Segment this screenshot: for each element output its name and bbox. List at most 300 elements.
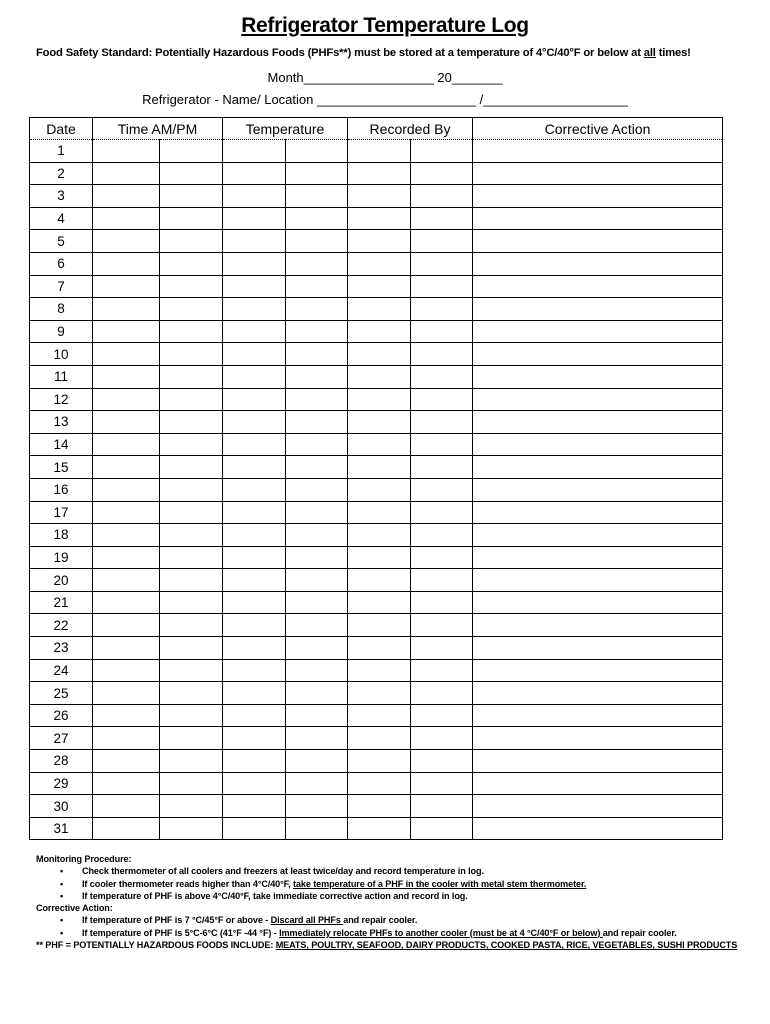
recorded-by-pm-cell[interactable]: [411, 704, 473, 727]
time-pm-cell[interactable]: [160, 727, 223, 750]
temperature-am-cell[interactable]: [223, 727, 286, 750]
day-number: 10: [30, 343, 93, 366]
corrective-action-cell[interactable]: [473, 207, 723, 230]
corrective-item: [82, 927, 746, 939]
recorded-by-pm-cell[interactable]: [411, 230, 473, 253]
recorded-by-am-cell[interactable]: [348, 433, 411, 456]
recorded-by-pm-cell[interactable]: [411, 478, 473, 501]
time-pm-cell[interactable]: [160, 343, 223, 366]
corrective-heading: Corrective Action:: [36, 903, 113, 914]
time-pm-cell[interactable]: [160, 411, 223, 434]
temperature-pm-cell[interactable]: [286, 456, 348, 479]
temperature-am-cell[interactable]: [223, 365, 286, 388]
time-pm-cell[interactable]: [160, 162, 223, 185]
recorded-by-am-cell[interactable]: [348, 659, 411, 682]
temperature-am-cell[interactable]: [223, 275, 286, 298]
recorded-by-am-cell[interactable]: [348, 614, 411, 637]
corrective-action-cell[interactable]: [473, 140, 723, 163]
recorded-by-pm-cell[interactable]: [411, 614, 473, 637]
corrective-action-cell[interactable]: [473, 750, 723, 773]
recorded-by-pm-cell[interactable]: [411, 433, 473, 456]
column-header-temperature: Temperature: [223, 118, 348, 140]
temperature-pm-cell[interactable]: [286, 704, 348, 727]
day-number: 6: [30, 252, 93, 275]
monitoring-list: [36, 865, 746, 902]
standard-text-before: Food Safety Standard: Potentially Hazardous Foods (PHFs**) must be stored at a temperature of 4°C/40°F or below at: [36, 47, 644, 59]
table-row: [30, 298, 723, 321]
table-row: [30, 140, 723, 163]
recorded-by-am-cell[interactable]: [348, 795, 411, 818]
time-pm-cell[interactable]: [160, 546, 223, 569]
recorded-by-am-cell[interactable]: [348, 298, 411, 321]
recorded-by-pm-cell[interactable]: [411, 727, 473, 750]
corrective-action-cell[interactable]: [473, 682, 723, 705]
time-pm-cell[interactable]: [160, 140, 223, 163]
recorded-by-pm-cell[interactable]: [411, 207, 473, 230]
temperature-pm-cell[interactable]: [286, 433, 348, 456]
recorded-by-am-cell[interactable]: [348, 772, 411, 795]
temperature-pm-cell[interactable]: [286, 727, 348, 750]
phf-note-foods: MEATS, POULTRY, SEAFOOD, DAIRY PRODUCTS, COOKED PASTA, RICE, VEGETABLES, SUSHI PRODUCTS: [275, 940, 738, 951]
time-am-cell[interactable]: [93, 569, 160, 592]
page-title: Refrigerator Temperature Log: [241, 14, 529, 37]
corrective-action-cell[interactable]: [473, 524, 723, 547]
temperature-am-cell[interactable]: [223, 230, 286, 253]
day-number: 31: [30, 817, 93, 840]
temperature-am-cell[interactable]: [223, 207, 286, 230]
corrective-action-cell[interactable]: [473, 614, 723, 637]
temperature-am-cell[interactable]: [223, 795, 286, 818]
time-pm-cell[interactable]: [160, 456, 223, 479]
corrective-action-cell[interactable]: [473, 659, 723, 682]
recorded-by-pm-cell[interactable]: [411, 637, 473, 660]
recorded-by-am-cell[interactable]: [348, 704, 411, 727]
temperature-log-table: [29, 117, 723, 840]
day-number: 2: [30, 162, 93, 185]
day-number: 19: [30, 546, 93, 569]
recorded-by-pm-cell[interactable]: [411, 162, 473, 185]
recorded-by-pm-cell[interactable]: [411, 185, 473, 208]
temperature-pm-cell[interactable]: [286, 795, 348, 818]
time-am-cell[interactable]: [93, 230, 160, 253]
table-row: [30, 524, 723, 547]
temperature-am-cell[interactable]: [223, 298, 286, 321]
day-number: 7: [30, 275, 93, 298]
time-am-cell[interactable]: [93, 524, 160, 547]
table-row: [30, 637, 723, 660]
temperature-am-cell[interactable]: [223, 750, 286, 773]
time-pm-cell[interactable]: [160, 795, 223, 818]
recorded-by-am-cell[interactable]: [348, 524, 411, 547]
recorded-by-pm-cell[interactable]: [411, 252, 473, 275]
temperature-pm-cell[interactable]: [286, 546, 348, 569]
temperature-am-cell[interactable]: [223, 456, 286, 479]
table-row: [30, 750, 723, 773]
day-number: 1: [30, 140, 93, 163]
temperature-am-cell[interactable]: [223, 162, 286, 185]
corrective-action-cell[interactable]: [473, 343, 723, 366]
time-am-cell[interactable]: [93, 140, 160, 163]
time-am-cell[interactable]: [93, 456, 160, 479]
recorded-by-am-cell[interactable]: [348, 252, 411, 275]
temperature-pm-cell[interactable]: [286, 230, 348, 253]
time-am-cell[interactable]: [93, 388, 160, 411]
recorded-by-am-cell[interactable]: [348, 320, 411, 343]
recorded-by-pm-cell[interactable]: [411, 682, 473, 705]
corrective-action-cell[interactable]: [473, 817, 723, 840]
monitoring-item-underlined: take temperature of a PHF in the cooler with metal stem thermometer.: [292, 878, 587, 889]
recorded-by-pm-cell[interactable]: [411, 591, 473, 614]
temperature-pm-cell[interactable]: [286, 772, 348, 795]
recorded-by-am-cell[interactable]: [348, 207, 411, 230]
day-number: 12: [30, 388, 93, 411]
corrective-action-cell[interactable]: [473, 727, 723, 750]
table-row: [30, 343, 723, 366]
corrective-item-text: If temperature of PHF is 5°C-6°C (41°F -44 °F) -: [82, 927, 280, 938]
column-header-corrective-action: Corrective Action: [473, 118, 723, 140]
corrective-item-text: and repair cooler.: [602, 927, 677, 938]
phf-definition-note: [36, 939, 746, 951]
recorded-by-am-cell[interactable]: [348, 727, 411, 750]
temperature-pm-cell[interactable]: [286, 343, 348, 366]
corrective-action-cell[interactable]: [473, 162, 723, 185]
recorded-by-am-cell[interactable]: [348, 817, 411, 840]
temperature-pm-cell[interactable]: [286, 817, 348, 840]
recorded-by-am-cell[interactable]: [348, 365, 411, 388]
temperature-pm-cell[interactable]: [286, 252, 348, 275]
time-am-cell[interactable]: [93, 298, 160, 321]
corrective-action-cell[interactable]: [473, 365, 723, 388]
time-pm-cell[interactable]: [160, 704, 223, 727]
temperature-am-cell[interactable]: [223, 501, 286, 524]
corrective-action-cell[interactable]: [473, 704, 723, 727]
time-pm-cell[interactable]: [160, 591, 223, 614]
day-number: 5: [30, 230, 93, 253]
table-row: [30, 614, 723, 637]
time-am-cell[interactable]: [93, 478, 160, 501]
temperature-pm-cell[interactable]: [286, 478, 348, 501]
day-number: 4: [30, 207, 93, 230]
temperature-pm-cell[interactable]: [286, 614, 348, 637]
temperature-am-cell[interactable]: [223, 478, 286, 501]
time-am-cell[interactable]: [93, 365, 160, 388]
recorded-by-pm-cell[interactable]: [411, 795, 473, 818]
time-pm-cell[interactable]: [160, 682, 223, 705]
time-am-cell[interactable]: [93, 343, 160, 366]
corrective-action-cell[interactable]: [473, 230, 723, 253]
day-number: 21: [30, 591, 93, 614]
temperature-am-cell[interactable]: [223, 252, 286, 275]
temperature-pm-cell[interactable]: [286, 501, 348, 524]
corrective-action-cell[interactable]: [473, 298, 723, 321]
recorded-by-am-cell[interactable]: [348, 501, 411, 524]
time-pm-cell[interactable]: [160, 637, 223, 660]
temperature-pm-cell[interactable]: [286, 140, 348, 163]
table-row: [30, 546, 723, 569]
recorded-by-am-cell[interactable]: [348, 456, 411, 479]
table-row: [30, 659, 723, 682]
table-row: [30, 456, 723, 479]
column-header-time: Time AM/PM: [93, 118, 223, 140]
recorded-by-pm-cell[interactable]: [411, 388, 473, 411]
time-am-cell[interactable]: [93, 727, 160, 750]
temperature-am-cell[interactable]: [223, 388, 286, 411]
corrective-action-cell[interactable]: [473, 772, 723, 795]
recorded-by-pm-cell[interactable]: [411, 524, 473, 547]
day-number: 17: [30, 501, 93, 524]
recorded-by-am-cell[interactable]: [348, 569, 411, 592]
day-number: 13: [30, 411, 93, 434]
temperature-pm-cell[interactable]: [286, 185, 348, 208]
time-pm-cell[interactable]: [160, 772, 223, 795]
corrective-action-cell[interactable]: [473, 637, 723, 660]
day-number: 3: [30, 185, 93, 208]
recorded-by-am-cell[interactable]: [348, 275, 411, 298]
time-pm-cell[interactable]: [160, 207, 223, 230]
corrective-action-cell[interactable]: [473, 433, 723, 456]
monitoring-heading: Monitoring Procedure:: [36, 854, 132, 864]
corrective-action-cell[interactable]: [473, 546, 723, 569]
time-pm-cell[interactable]: [160, 750, 223, 773]
table-header-row: [30, 118, 723, 140]
corrective-item-underlined: Immediately relocate PHFs to another cooler (must be at 4 °C/40°F or below): [279, 927, 603, 938]
temperature-am-cell[interactable]: [223, 524, 286, 547]
table-row: [30, 727, 723, 750]
corrective-action-cell[interactable]: [473, 501, 723, 524]
temperature-am-cell[interactable]: [223, 682, 286, 705]
day-number: 20: [30, 569, 93, 592]
temperature-am-cell[interactable]: [223, 591, 286, 614]
table-row: [30, 433, 723, 456]
time-pm-cell[interactable]: [160, 365, 223, 388]
time-pm-cell[interactable]: [160, 388, 223, 411]
temperature-am-cell[interactable]: [223, 433, 286, 456]
temperature-pm-cell[interactable]: [286, 162, 348, 185]
temperature-pm-cell[interactable]: [286, 207, 348, 230]
day-number: 9: [30, 320, 93, 343]
time-am-cell[interactable]: [93, 411, 160, 434]
temperature-pm-cell[interactable]: [286, 569, 348, 592]
table-row: [30, 682, 723, 705]
temperature-am-cell[interactable]: [223, 320, 286, 343]
time-am-cell[interactable]: [93, 275, 160, 298]
temperature-am-cell[interactable]: [223, 546, 286, 569]
time-am-cell[interactable]: [93, 817, 160, 840]
day-number: 8: [30, 298, 93, 321]
table-row: [30, 772, 723, 795]
time-am-cell[interactable]: [93, 637, 160, 660]
temperature-pm-cell[interactable]: [286, 365, 348, 388]
recorded-by-am-cell[interactable]: [348, 750, 411, 773]
recorded-by-pm-cell[interactable]: [411, 750, 473, 773]
time-pm-cell[interactable]: [160, 320, 223, 343]
corrective-action-cell[interactable]: [473, 456, 723, 479]
temperature-pm-cell[interactable]: [286, 750, 348, 773]
time-am-cell[interactable]: [93, 546, 160, 569]
time-am-cell[interactable]: [93, 795, 160, 818]
temperature-am-cell[interactable]: [223, 817, 286, 840]
day-number: 26: [30, 704, 93, 727]
temperature-am-cell[interactable]: [223, 140, 286, 163]
recorded-by-pm-cell[interactable]: [411, 298, 473, 321]
time-pm-cell[interactable]: [160, 298, 223, 321]
time-am-cell[interactable]: [93, 772, 160, 795]
time-am-cell[interactable]: [93, 252, 160, 275]
table-row: [30, 275, 723, 298]
day-number: 24: [30, 659, 93, 682]
temperature-pm-cell[interactable]: [286, 682, 348, 705]
corrective-action-cell[interactable]: [473, 185, 723, 208]
recorded-by-am-cell[interactable]: [348, 682, 411, 705]
recorded-by-am-cell[interactable]: [348, 546, 411, 569]
time-am-cell[interactable]: [93, 207, 160, 230]
recorded-by-pm-cell[interactable]: [411, 659, 473, 682]
corrective-action-cell[interactable]: [473, 569, 723, 592]
recorded-by-pm-cell[interactable]: [411, 501, 473, 524]
time-pm-cell[interactable]: [160, 501, 223, 524]
time-pm-cell[interactable]: [160, 524, 223, 547]
temperature-pm-cell[interactable]: [286, 388, 348, 411]
temperature-am-cell[interactable]: [223, 569, 286, 592]
standard-text-after: times!: [655, 47, 691, 59]
table-row: [30, 388, 723, 411]
recorded-by-pm-cell[interactable]: [411, 365, 473, 388]
time-pm-cell[interactable]: [160, 433, 223, 456]
temperature-pm-cell[interactable]: [286, 637, 348, 660]
monitoring-item-text: If cooler thermometer reads higher than 4°C/40°F,: [82, 878, 293, 889]
column-header-date: Date: [30, 118, 93, 140]
corrective-item-underlined: Discard all PHFs: [270, 915, 344, 926]
day-number: 15: [30, 456, 93, 479]
recorded-by-am-cell[interactable]: [348, 388, 411, 411]
temperature-pm-cell[interactable]: [286, 298, 348, 321]
time-am-cell[interactable]: [93, 591, 160, 614]
recorded-by-am-cell[interactable]: [348, 637, 411, 660]
corrective-action-cell[interactable]: [473, 388, 723, 411]
recorded-by-am-cell[interactable]: [348, 411, 411, 434]
recorded-by-am-cell[interactable]: [348, 140, 411, 163]
temperature-am-cell[interactable]: [223, 704, 286, 727]
temperature-pm-cell[interactable]: [286, 659, 348, 682]
temperature-am-cell[interactable]: [223, 411, 286, 434]
table-row: [30, 207, 723, 230]
time-pm-cell[interactable]: [160, 275, 223, 298]
day-number: 22: [30, 614, 93, 637]
temperature-pm-cell[interactable]: [286, 320, 348, 343]
table-row: [30, 320, 723, 343]
temperature-am-cell[interactable]: [223, 637, 286, 660]
recorded-by-am-cell[interactable]: [348, 185, 411, 208]
time-pm-cell[interactable]: [160, 230, 223, 253]
temperature-am-cell[interactable]: [223, 772, 286, 795]
time-am-cell[interactable]: [93, 704, 160, 727]
recorded-by-pm-cell[interactable]: [411, 569, 473, 592]
temperature-am-cell[interactable]: [223, 659, 286, 682]
table-row: [30, 252, 723, 275]
corrective-action-cell[interactable]: [473, 591, 723, 614]
recorded-by-pm-cell[interactable]: [411, 546, 473, 569]
time-am-cell[interactable]: [93, 659, 160, 682]
standard-text-underlined: all: [643, 47, 656, 59]
table-row: [30, 162, 723, 185]
corrective-action-cell[interactable]: [473, 275, 723, 298]
corrective-action-cell[interactable]: [473, 320, 723, 343]
monitoring-item: • Check thermometer of all coolers and freezers at least twice/day and record temperature in log.: [82, 865, 746, 877]
corrective-action-cell[interactable]: [473, 252, 723, 275]
table-row: [30, 230, 723, 253]
corrective-item-text: and repair cooler.: [343, 915, 418, 926]
time-pm-cell[interactable]: [160, 817, 223, 840]
temperature-pm-cell[interactable]: [286, 524, 348, 547]
table-row: [30, 411, 723, 434]
table-row: [30, 795, 723, 818]
recorded-by-pm-cell[interactable]: [411, 411, 473, 434]
time-am-cell[interactable]: [93, 501, 160, 524]
time-am-cell[interactable]: [93, 614, 160, 637]
time-am-cell[interactable]: [93, 433, 160, 456]
recorded-by-am-cell[interactable]: [348, 162, 411, 185]
time-am-cell[interactable]: [93, 162, 160, 185]
recorded-by-pm-cell[interactable]: [411, 456, 473, 479]
day-number: 18: [30, 524, 93, 547]
month-year-field[interactable]: Month__________________ 20_______: [267, 70, 503, 85]
recorded-by-am-cell[interactable]: [348, 343, 411, 366]
time-am-cell[interactable]: [93, 682, 160, 705]
recorded-by-pm-cell[interactable]: [411, 343, 473, 366]
recorded-by-pm-cell[interactable]: [411, 817, 473, 840]
time-pm-cell[interactable]: [160, 614, 223, 637]
day-number: 30: [30, 795, 93, 818]
corrective-action-cell[interactable]: [473, 795, 723, 818]
temperature-pm-cell[interactable]: [286, 275, 348, 298]
table-row: [30, 591, 723, 614]
table-row: [30, 704, 723, 727]
recorded-by-pm-cell[interactable]: [411, 320, 473, 343]
temperature-pm-cell[interactable]: [286, 591, 348, 614]
time-am-cell[interactable]: [93, 185, 160, 208]
time-pm-cell[interactable]: [160, 569, 223, 592]
column-header-recorded-by: Recorded By: [348, 118, 473, 140]
recorded-by-am-cell[interactable]: [348, 478, 411, 501]
time-pm-cell[interactable]: [160, 478, 223, 501]
table-row: [30, 478, 723, 501]
day-number: 11: [30, 365, 93, 388]
recorded-by-am-cell[interactable]: [348, 230, 411, 253]
recorded-by-pm-cell[interactable]: [411, 772, 473, 795]
day-number: 29: [30, 772, 93, 795]
corrective-action-cell[interactable]: [473, 478, 723, 501]
recorded-by-pm-cell[interactable]: [411, 140, 473, 163]
refrigerator-name-location-field[interactable]: Refrigerator - Name/ Location ______________________ /____________________: [142, 92, 628, 107]
table-row: [30, 501, 723, 524]
table-row: [30, 185, 723, 208]
time-am-cell[interactable]: [93, 320, 160, 343]
temperature-am-cell[interactable]: [223, 185, 286, 208]
corrective-action-cell[interactable]: [473, 411, 723, 434]
temperature-am-cell[interactable]: [223, 343, 286, 366]
temperature-pm-cell[interactable]: [286, 411, 348, 434]
recorded-by-pm-cell[interactable]: [411, 275, 473, 298]
time-am-cell[interactable]: [93, 750, 160, 773]
time-pm-cell[interactable]: [160, 252, 223, 275]
recorded-by-am-cell[interactable]: [348, 591, 411, 614]
table-row: [30, 817, 723, 840]
time-pm-cell[interactable]: [160, 659, 223, 682]
temperature-am-cell[interactable]: [223, 614, 286, 637]
day-number: 16: [30, 478, 93, 501]
time-pm-cell[interactable]: [160, 185, 223, 208]
monitoring-item: • If temperature of PHF is above 4°C/40°F, take immediate corrective action and record in log.: [82, 890, 746, 902]
